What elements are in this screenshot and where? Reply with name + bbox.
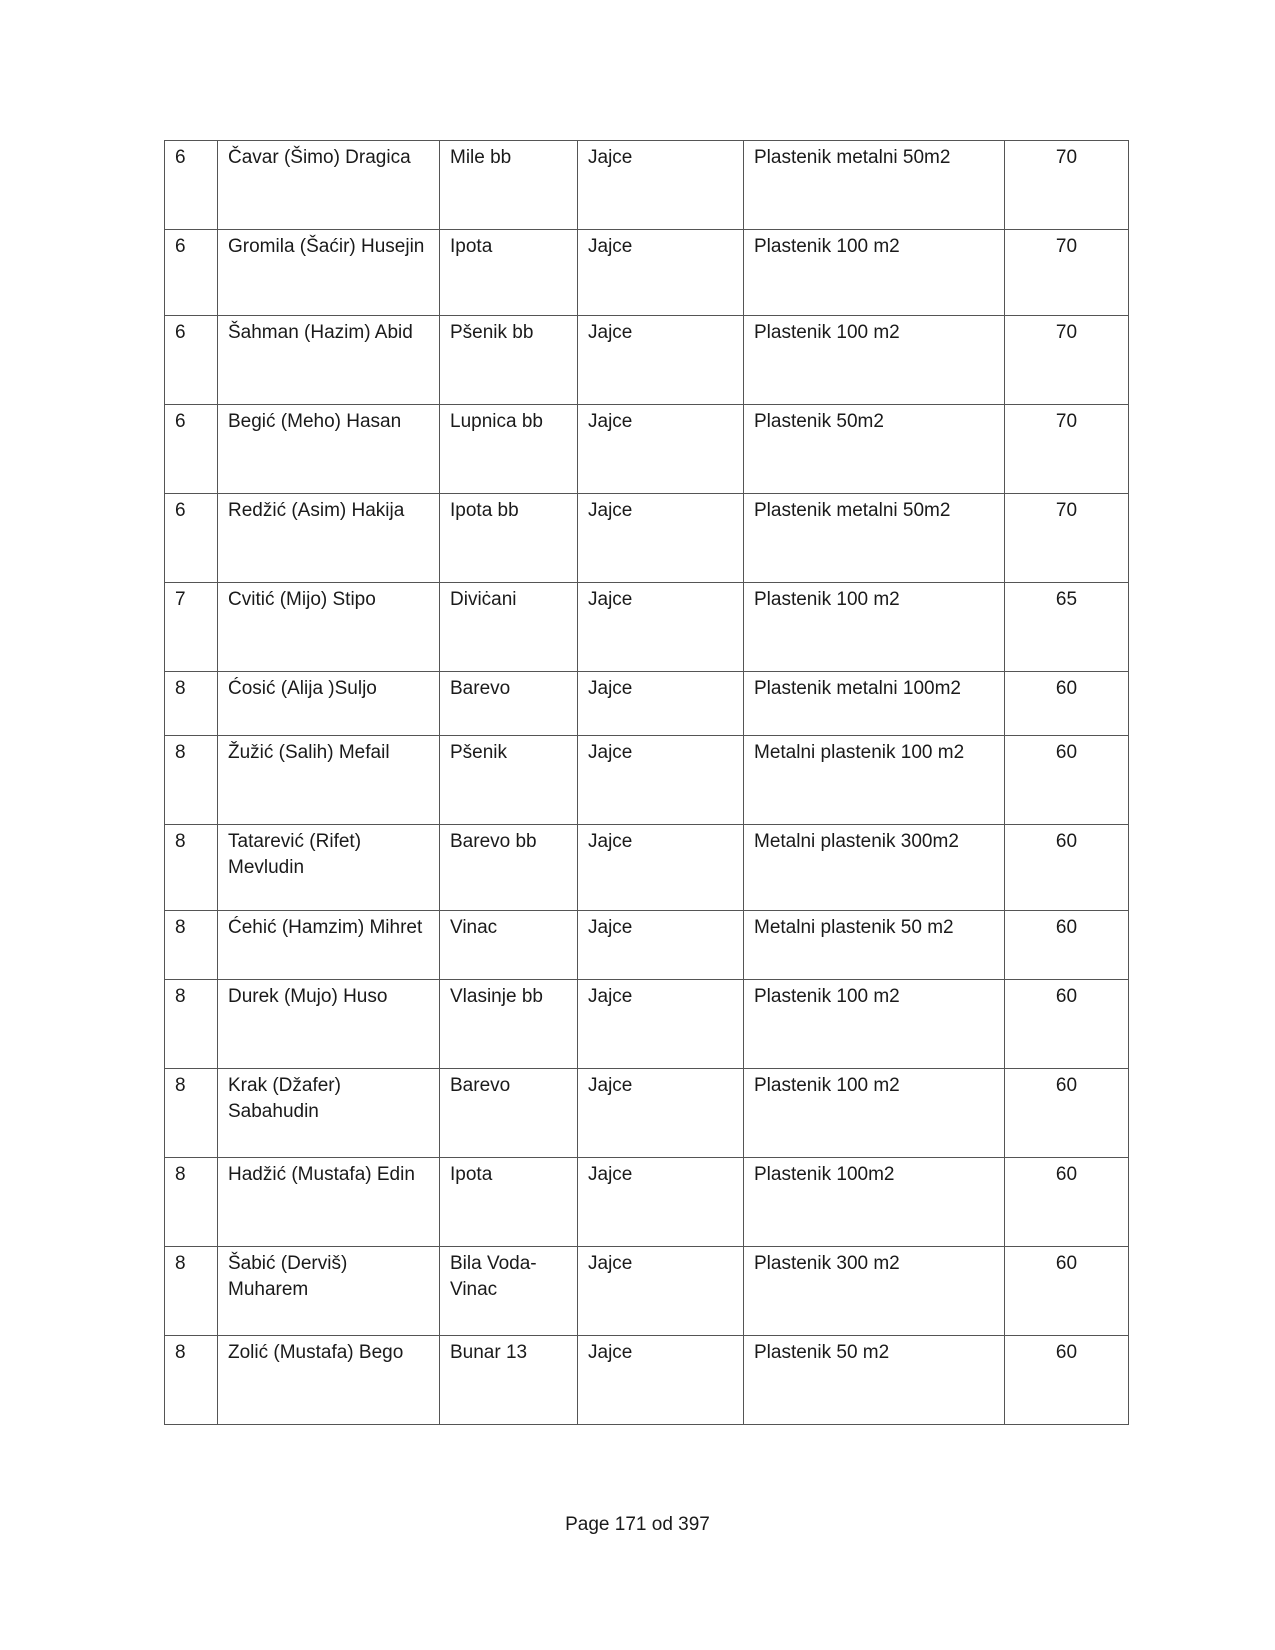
points-cell: 60 — [1005, 672, 1129, 736]
name-cell: Zolić (Mustafa) Bego — [218, 1336, 440, 1425]
name-cell: Žužić (Salih) Mefail — [218, 736, 440, 825]
points-cell: 70 — [1005, 141, 1129, 230]
city-cell: Jajce — [578, 230, 744, 316]
address-cell: Pšenik bb — [440, 316, 578, 405]
rank-cell: 8 — [165, 1247, 218, 1336]
rank-cell: 8 — [165, 980, 218, 1069]
rank-cell: 8 — [165, 1069, 218, 1158]
rank-cell: 8 — [165, 672, 218, 736]
points-cell: 70 — [1005, 316, 1129, 405]
city-cell: Jajce — [578, 141, 744, 230]
address-cell: Ipota bb — [440, 494, 578, 583]
name-cell: Hadžić (Mustafa) Edin — [218, 1158, 440, 1247]
city-cell: Jajce — [578, 1247, 744, 1336]
description-cell: Metalni plastenik 100 m2 — [744, 736, 1005, 825]
name-cell: Redžić (Asim) Hakija — [218, 494, 440, 583]
description-cell: Plastenik metalni 100m2 — [744, 672, 1005, 736]
points-cell: 60 — [1005, 1069, 1129, 1158]
address-cell: Barevo bb — [440, 825, 578, 911]
address-cell: Vinac — [440, 911, 578, 980]
rank-cell: 6 — [165, 494, 218, 583]
name-cell: Durek (Mujo) Huso — [218, 980, 440, 1069]
city-cell: Jajce — [578, 316, 744, 405]
description-cell: Plastenik 300 m2 — [744, 1247, 1005, 1336]
table-row — [165, 911, 1129, 980]
points-cell: 70 — [1005, 494, 1129, 583]
city-cell: Jajce — [578, 672, 744, 736]
name-cell: Gromila (Šaćir) Husejin — [218, 230, 440, 316]
city-cell: Jajce — [578, 825, 744, 911]
table-row — [165, 1069, 1129, 1158]
table-row — [165, 583, 1129, 672]
description-cell: Plastenik 100 m2 — [744, 1069, 1005, 1158]
description-cell: Plastenik 100 m2 — [744, 980, 1005, 1069]
address-cell: Diviċani — [440, 583, 578, 672]
rank-cell: 8 — [165, 1158, 218, 1247]
table-row — [165, 494, 1129, 583]
name-cell: Tatarević (Rifet) Mevludin — [218, 825, 440, 911]
table-row — [165, 141, 1129, 230]
address-cell: Ipota — [440, 230, 578, 316]
city-cell: Jajce — [578, 494, 744, 583]
name-cell: Šahman (Hazim) Abid — [218, 316, 440, 405]
table-row — [165, 316, 1129, 405]
points-cell: 60 — [1005, 911, 1129, 980]
description-cell: Metalni plastenik 50 m2 — [744, 911, 1005, 980]
name-cell: Šabić (Derviš) Muharem — [218, 1247, 440, 1336]
rank-cell: 8 — [165, 1336, 218, 1425]
rank-cell: 6 — [165, 141, 218, 230]
city-cell: Jajce — [578, 980, 744, 1069]
points-cell: 60 — [1005, 825, 1129, 911]
name-cell: Krak (Džafer) Sabahudin — [218, 1069, 440, 1158]
points-cell: 70 — [1005, 405, 1129, 494]
city-cell: Jajce — [578, 1069, 744, 1158]
description-cell: Plastenik 50m2 — [744, 405, 1005, 494]
city-cell: Jajce — [578, 583, 744, 672]
description-cell: Plastenik 100 m2 — [744, 583, 1005, 672]
points-cell: 60 — [1005, 1336, 1129, 1425]
description-cell: Plastenik metalni 50m2 — [744, 141, 1005, 230]
city-cell: Jajce — [578, 1336, 744, 1425]
page-number: Page 171 od 397 — [565, 1514, 710, 1535]
rank-cell: 8 — [165, 736, 218, 825]
description-cell: Plastenik 100m2 — [744, 1158, 1005, 1247]
applicants-table — [164, 140, 1129, 1425]
address-cell: Barevo — [440, 672, 578, 736]
city-cell: Jajce — [578, 405, 744, 494]
table-row — [165, 825, 1129, 911]
points-cell: 60 — [1005, 980, 1129, 1069]
rank-cell: 8 — [165, 911, 218, 980]
address-cell: Vlasinje bb — [440, 980, 578, 1069]
points-cell: 70 — [1005, 230, 1129, 316]
table-row — [165, 736, 1129, 825]
city-cell: Jajce — [578, 911, 744, 980]
rank-cell: 6 — [165, 316, 218, 405]
table-row — [165, 672, 1129, 736]
city-cell: Jajce — [578, 1158, 744, 1247]
table-row — [165, 980, 1129, 1069]
address-cell: Bunar 13 — [440, 1336, 578, 1425]
table-row — [165, 405, 1129, 494]
name-cell: Ćehić (Hamzim) Mihret — [218, 911, 440, 980]
points-cell: 65 — [1005, 583, 1129, 672]
rank-cell: 8 — [165, 825, 218, 911]
address-cell: Lupnica bb — [440, 405, 578, 494]
description-cell: Plastenik 50 m2 — [744, 1336, 1005, 1425]
points-cell: 60 — [1005, 1247, 1129, 1336]
rank-cell: 6 — [165, 405, 218, 494]
description-cell: Plastenik metalni 50m2 — [744, 494, 1005, 583]
description-cell: Plastenik 100 m2 — [744, 316, 1005, 405]
address-cell: Barevo — [440, 1069, 578, 1158]
points-cell: 60 — [1005, 736, 1129, 825]
address-cell: Mile bb — [440, 141, 578, 230]
rank-cell: 6 — [165, 230, 218, 316]
address-cell: Ipota — [440, 1158, 578, 1247]
table-row — [165, 1336, 1129, 1425]
rank-cell: 7 — [165, 583, 218, 672]
table-row — [165, 230, 1129, 316]
table-row — [165, 1158, 1129, 1247]
address-cell: Bila Voda-Vinac — [440, 1247, 578, 1336]
name-cell: Ćosić (Alija )Suljo — [218, 672, 440, 736]
name-cell: Begić (Meho) Hasan — [218, 405, 440, 494]
address-cell: Pšenik — [440, 736, 578, 825]
table-row — [165, 1247, 1129, 1336]
city-cell: Jajce — [578, 736, 744, 825]
points-cell: 60 — [1005, 1158, 1129, 1247]
description-cell: Metalni plastenik 300m2 — [744, 825, 1005, 911]
name-cell: Čavar (Šimo) Dragica — [218, 141, 440, 230]
name-cell: Cvitić (Mijo) Stipo — [218, 583, 440, 672]
description-cell: Plastenik 100 m2 — [744, 230, 1005, 316]
